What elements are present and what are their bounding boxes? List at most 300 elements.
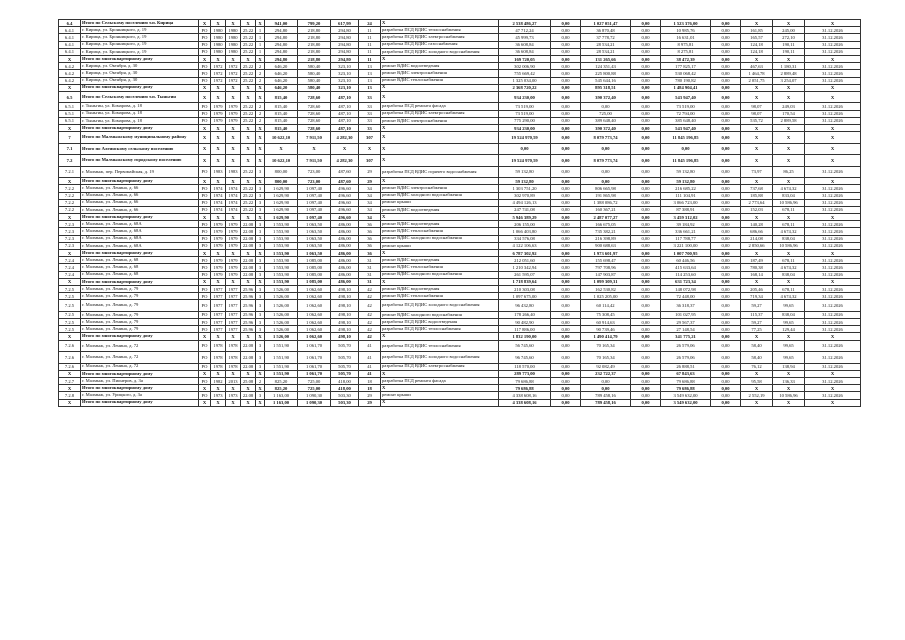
table-cell: РО [199, 377, 211, 384]
table-cell: 0,00 [551, 377, 581, 384]
table-cell: 42 [359, 300, 381, 312]
table-cell: 294,80 [265, 48, 298, 55]
table-cell: X [256, 143, 265, 155]
table-cell: 487,10 [331, 110, 359, 117]
table-cell: 1 210 342,94 [499, 264, 551, 271]
table-cell: 789 458,16 [581, 392, 631, 399]
table-cell: 7.2.8 [59, 392, 81, 399]
table-cell: X [741, 84, 773, 91]
table-cell: 1 553,90 [265, 257, 298, 264]
table-cell: 334 576,08 [499, 235, 551, 242]
table-cell: 0,00 [711, 48, 741, 55]
table-cell: ремонт ВДИС теплоснабжения [381, 77, 499, 84]
table-row [59, 285, 861, 292]
table-cell: 77,25 [741, 326, 773, 333]
table-cell: 136,33 [773, 377, 805, 384]
table-cell: 3 459 312,02 [661, 214, 711, 221]
table-cell: 11 [359, 55, 381, 62]
table-cell: 26 579,06 [661, 340, 711, 352]
table-cell: 755 669,42 [499, 70, 551, 77]
table-cell: X [256, 333, 265, 340]
table-cell: 1 025 205,00 [581, 293, 631, 300]
table-cell: 800,00 [265, 166, 298, 178]
table-cell: 7.2.2 [59, 185, 81, 192]
table-cell: 25.22 [241, 63, 256, 70]
table-row [59, 392, 861, 399]
table-cell: X [199, 385, 211, 392]
table-cell: 7.2 [59, 155, 81, 167]
table-cell: X [59, 178, 81, 185]
table-cell: 728,60 [298, 103, 331, 110]
table-cell: 294,80 [331, 27, 359, 34]
table-cell: 36 870,48 [581, 27, 631, 34]
table-cell: 36 608,84 [499, 48, 551, 55]
table-cell: РО [199, 185, 211, 192]
table-cell: X [805, 214, 861, 221]
table-cell: 31.12.2026 [805, 235, 861, 242]
table-cell: ремонт ВДИС электроснабжения [381, 117, 499, 124]
table-cell: 0,00 [551, 352, 581, 364]
table-cell: 59,27 [741, 319, 773, 326]
table-cell: 0,00 [551, 132, 581, 144]
table-cell: 0,00 [711, 103, 741, 110]
table-cell: 323,10 [331, 77, 359, 84]
table-cell: X [805, 20, 861, 27]
table-cell: ремонт ВДИС водоотведения [381, 257, 499, 264]
table-cell: 1 097,40 [298, 214, 331, 221]
table-cell: X [805, 178, 861, 185]
table-cell: 7.2.4 [59, 257, 81, 264]
table-cell: 289 773,00 [499, 370, 551, 377]
table-cell: 1977 [226, 311, 241, 318]
total-row [59, 91, 861, 103]
table-cell: 0,00 [711, 271, 741, 278]
table-cell: 1980 [226, 27, 241, 34]
table-cell: 0,00 [551, 143, 581, 155]
table-cell: 2 487 077,27 [581, 214, 631, 221]
table-cell: 496,60 [331, 199, 359, 206]
total-row [59, 132, 861, 144]
table-cell: 31.12.2026 [805, 48, 861, 55]
table-cell: 1972 [226, 77, 241, 84]
table-cell: РО [199, 110, 211, 117]
table-cell: Итого по многоквартирному дому [81, 333, 199, 340]
table-cell: 7.2.6 [59, 363, 81, 370]
table-cell: X [211, 20, 226, 27]
table-cell: 1983 [226, 166, 241, 178]
table-cell: 0,00 [711, 178, 741, 185]
table-cell: 1 526,00 [265, 326, 298, 333]
table-cell: РО [199, 192, 211, 199]
table-cell: 178 266,40 [499, 311, 551, 318]
table-cell: X [211, 214, 226, 221]
table-cell: 1 097,40 [298, 199, 331, 206]
table-cell: 302 006,90 [499, 63, 551, 70]
table-cell: 418,00 [331, 377, 359, 384]
table-cell: 42 [359, 285, 381, 292]
table-cell: 1974 [226, 185, 241, 192]
table-cell: 38 472,39 [661, 55, 711, 62]
table-cell: 1979 [226, 264, 241, 271]
table-row [59, 117, 861, 124]
table-cell: 79 686,88 [661, 377, 711, 384]
table-cell: X [381, 155, 499, 167]
table-cell: РО [199, 352, 211, 364]
table-cell: 934 230,00 [499, 91, 551, 103]
table-cell: 1 085,00 [298, 278, 331, 285]
table-cell: 0,00 [581, 377, 631, 384]
table-cell: 0,00 [711, 242, 741, 249]
table-cell: 0,00 [711, 385, 741, 392]
table-cell: 261 595,07 [499, 271, 551, 278]
table-cell: 25.22 [241, 48, 256, 55]
table-cell: г. Малмыж, ул. Ленина, д. 79 [81, 300, 199, 312]
table-cell: 0,00 [711, 352, 741, 364]
table-cell: 1979 [211, 257, 226, 264]
table-cell: X [805, 278, 861, 285]
table-row [59, 363, 861, 370]
table-cell: 487,10 [331, 103, 359, 110]
table-cell: 0,00 [711, 63, 741, 70]
table-cell: 0,00 [631, 399, 661, 406]
table-cell: 2 [256, 117, 265, 124]
table-cell: Итого по многоквартирному дому [81, 399, 199, 406]
table-cell: 90 739,46 [581, 326, 631, 333]
table-cell: 25.08 [241, 377, 256, 384]
table-cell: 1977 [226, 319, 241, 326]
table-cell: X [241, 399, 256, 406]
table-cell: 487,60 [331, 166, 359, 178]
table-cell: 4 282,30 [331, 155, 359, 167]
table-cell: 0,00 [711, 77, 741, 84]
table-cell: г. Малмыж, ул. Ленина, д. 68А [81, 228, 199, 235]
table-row [59, 235, 861, 242]
table-row [59, 300, 861, 312]
table-cell: 0,00 [711, 300, 741, 312]
table-cell: 1979 [226, 242, 241, 249]
table-cell: 1980 [211, 48, 226, 55]
table-cell: 2 [256, 377, 265, 384]
table-cell: 0,00 [581, 178, 631, 185]
table-cell: 0,00 [581, 385, 631, 392]
table-cell: г. Кирица, ул. Октября, д. 30 [81, 70, 199, 77]
table-cell: 124,18 [741, 48, 773, 55]
table-cell: 2 889,58 [773, 117, 805, 124]
table-cell: 16 631,01 [661, 34, 711, 41]
table-cell: 22.08 [241, 340, 256, 352]
table-cell: 825,20 [265, 385, 298, 392]
table-cell: X [211, 178, 226, 185]
table-cell: 6.4.2 [59, 77, 81, 84]
table-cell: 1 [256, 34, 265, 41]
table-cell: X [381, 178, 499, 185]
table-cell: 486,00 [331, 221, 359, 228]
table-cell: 0,00 [631, 235, 661, 242]
table-cell: 1978 [226, 340, 241, 352]
table-cell: 1980 [211, 27, 226, 34]
table-cell: 0,00 [711, 340, 741, 352]
table-cell: 36 318,37 [661, 300, 711, 312]
table-cell: 1978 [211, 352, 226, 364]
table-cell: 0,00 [711, 285, 741, 292]
table-row [59, 257, 861, 264]
table-cell: 1 063,50 [298, 242, 331, 249]
table-cell: 1980 [211, 34, 226, 41]
table-cell: 60 114,42 [581, 300, 631, 312]
table-cell: РО [199, 363, 211, 370]
table-cell: X [199, 143, 211, 155]
table-cell: 0,00 [631, 199, 661, 206]
table-cell: 0,00 [631, 264, 661, 271]
table-cell: 1977 [226, 293, 241, 300]
table-cell: 686,66 [741, 228, 773, 235]
table-cell: 900 688,63 [581, 242, 631, 249]
table-cell: X [773, 91, 805, 103]
table-cell: 11 [359, 41, 381, 48]
total-row [59, 385, 861, 392]
table-cell: 0,00 [581, 103, 631, 110]
table-cell: 58,40 [741, 352, 773, 364]
table-cell: 232 722,37 [581, 370, 631, 377]
table-cell: 1979 [211, 228, 226, 235]
table-cell: X [226, 20, 241, 27]
table-cell: X [226, 385, 241, 392]
table-cell: 1 718 839,64 [499, 278, 551, 285]
table-cell: г. Малмыж, ул. Ленина, д. 68 [81, 257, 199, 264]
table-cell: ремонт крыши [381, 199, 499, 206]
table-cell: 486,00 [331, 228, 359, 235]
table-cell: 0,00 [631, 55, 661, 62]
table-cell: 0,00 [551, 34, 581, 41]
table-cell: разработка ПСД ВДИС холодного водоснабжения [381, 48, 499, 55]
table-cell: 2 773,64 [741, 199, 773, 206]
table-cell: 1977 [211, 300, 226, 312]
table-cell: 1 007 700,95 [661, 250, 711, 257]
table-cell: X [381, 399, 499, 406]
table-cell: 2 051,75 [741, 77, 773, 84]
program-table-document [58, 19, 860, 407]
table-cell: 3 [256, 392, 265, 399]
table-cell: 496,60 [331, 214, 359, 221]
table-cell: разработка ПСД ВДИС электроснабжения [381, 110, 499, 117]
table-cell: 0,00 [551, 399, 581, 406]
table-cell: РО [199, 117, 211, 124]
table-cell: 1979 [211, 117, 226, 124]
table-cell: г. Малмыж, ул. Ленина, д. 68 [81, 271, 199, 278]
table-cell: 25.22 [241, 185, 256, 192]
table-cell: 789 458,16 [581, 399, 631, 406]
table-cell: 3 [256, 192, 265, 199]
table-cell: 3 [256, 264, 265, 271]
table-cell: X [773, 84, 805, 91]
table-row [59, 271, 861, 278]
table-cell: X [199, 214, 211, 221]
table-cell: 503,30 [331, 392, 359, 399]
table-cell: X [211, 124, 226, 131]
table-cell: 31.12.2026 [805, 377, 861, 384]
table-cell: 294,80 [331, 55, 359, 62]
table-cell: 1 163,00 [265, 399, 298, 406]
table-cell: 0,00 [551, 41, 581, 48]
table-cell: 0,00 [631, 293, 661, 300]
table-cell: 19 524 970,59 [499, 132, 551, 144]
table-cell: X [773, 124, 805, 131]
table-cell: X [741, 214, 773, 221]
table-cell: 1 526,00 [265, 319, 298, 326]
table-cell: 0,00 [551, 319, 581, 326]
table-cell: ремонт ВДИС теплоснабжения [381, 264, 499, 271]
table-cell: 1 973 601,97 [581, 250, 631, 257]
table-cell: г. Малмыж, ул. Ленина, д. 72 [81, 340, 199, 352]
table-cell: 7.2.4 [59, 271, 81, 278]
table-cell: 39 184,92 [661, 221, 711, 228]
table-cell: 1 551,90 [265, 370, 298, 377]
table-cell: 3 [256, 235, 265, 242]
table-cell: X [256, 55, 265, 62]
table-cell: X [805, 91, 861, 103]
table-cell: 503,30 [331, 399, 359, 406]
table-cell: 138,94 [773, 363, 805, 370]
table-cell: 336 661,21 [661, 228, 711, 235]
table-row [59, 192, 861, 199]
table-cell: Итого по Малмыжскому муниципальному району [81, 132, 199, 144]
table-cell: 25.96 [241, 326, 256, 333]
table-cell: 249,03 [773, 103, 805, 110]
table-cell: 140,28 [741, 221, 773, 228]
table-cell: X [226, 178, 241, 185]
table-cell: 0,00 [631, 311, 661, 318]
table-cell: 31 [359, 271, 381, 278]
table-cell: 101 027,95 [661, 311, 711, 318]
table-cell: г. Малмыж, ул. Ленина, д. 79 [81, 326, 199, 333]
table-cell: 29 567,37 [661, 319, 711, 326]
table-cell: X [226, 91, 241, 103]
table-cell: X [241, 84, 256, 91]
table-cell: 1 090,30 [298, 399, 331, 406]
table-cell: 73 519,00 [499, 110, 551, 117]
table-cell: 6.4 [59, 20, 81, 27]
table-cell: 177 825,17 [661, 63, 711, 70]
table-cell: РО [199, 300, 211, 312]
table-cell: 36 [359, 250, 381, 257]
table-cell: 0,00 [631, 48, 661, 55]
table-cell: X [773, 214, 805, 221]
table-cell: X [381, 143, 499, 155]
table-cell: X [773, 250, 805, 257]
table-row [59, 377, 861, 384]
table-cell: 36 [359, 235, 381, 242]
table-cell: 34 [359, 214, 381, 221]
table-cell: X [241, 143, 256, 155]
table-cell: ремонт ВДИС водоотведения [381, 285, 499, 292]
table-cell: 25.96 [241, 293, 256, 300]
total-row [59, 155, 861, 167]
table-cell: 86,25 [773, 166, 805, 178]
table-cell: 42 [359, 333, 381, 340]
table-cell: 3 [256, 285, 265, 292]
table-cell: 723,00 [298, 166, 331, 178]
table-cell: X [241, 132, 256, 144]
table-cell: 797 708,96 [581, 264, 631, 271]
table-cell: 42 [359, 293, 381, 300]
table-cell: 25.22 [241, 27, 256, 34]
table-cell: 11 [359, 34, 381, 41]
table-cell: 214,08 [741, 235, 773, 242]
table-cell: X [241, 214, 256, 221]
table-cell: РО [199, 206, 211, 213]
table-cell: 6 787 302,92 [499, 250, 551, 257]
table-cell: 1979 [211, 271, 226, 278]
table-cell: 0,00 [711, 110, 741, 117]
table-cell: 4 282,30 [331, 132, 359, 144]
table-cell: 0,00 [631, 278, 661, 285]
table-cell: г. Кирица, ул. Октября, д. 30 [81, 63, 199, 70]
table-cell: X [741, 55, 773, 62]
table-cell: РО [199, 293, 211, 300]
table-cell: 8 079 773,74 [581, 155, 631, 167]
table-row [59, 228, 861, 235]
table-cell: 31.12.2026 [805, 285, 861, 292]
table-cell: 0,00 [711, 124, 741, 131]
table-cell: X [241, 124, 256, 131]
table-cell: 0,00 [551, 235, 581, 242]
table-cell: 0,00 [711, 228, 741, 235]
table-cell: г. Малмыж, ул. Ленина, д. 72 [81, 363, 199, 370]
table-cell: 486,00 [331, 264, 359, 271]
table-cell: 6.4.1 [59, 27, 81, 34]
table-cell: ремонт ВДИС водоотведения [381, 63, 499, 70]
table-cell: 25.22 [241, 41, 256, 48]
table-cell: 1983 [211, 166, 226, 178]
table-cell: 0,00 [631, 41, 661, 48]
table-cell: 0,00 [551, 103, 581, 110]
table-cell: 0,00 [711, 221, 741, 228]
table-cell: 1980 [226, 41, 241, 48]
table-cell: X [241, 333, 256, 340]
table-body [59, 20, 861, 407]
table-cell: X [256, 370, 265, 377]
table-cell: 0,00 [711, 257, 741, 264]
table-cell: 6.5.1 [59, 103, 81, 110]
table-cell: 90 482,90 [499, 319, 551, 326]
table-cell: 1 551,90 [265, 340, 298, 352]
table-cell: 0,00 [551, 250, 581, 257]
repair-program-table [58, 19, 861, 407]
table-cell: 1 553,90 [265, 264, 298, 271]
table-cell: 7.2.5 [59, 319, 81, 326]
table-cell: 0,00 [631, 84, 661, 91]
table-cell: X [256, 214, 265, 221]
table-cell: 0,00 [631, 333, 661, 340]
table-cell: 1978 [226, 352, 241, 364]
total-row [59, 84, 861, 91]
table-cell: РО [199, 221, 211, 228]
table-cell: X [741, 399, 773, 406]
table-cell: разработка ПСД ВДИС газоснабжения [381, 41, 499, 48]
table-cell: 42 [359, 326, 381, 333]
table-cell: 0,00 [711, 27, 741, 34]
table-cell: 678,11 [773, 257, 805, 264]
table-cell: 0,00 [631, 155, 661, 167]
table-cell: 34 [359, 199, 381, 206]
table-cell: X [226, 124, 241, 131]
table-cell: X [381, 20, 499, 27]
table-cell: 73,97 [741, 166, 773, 178]
table-cell: X [241, 385, 256, 392]
table-cell: X [773, 399, 805, 406]
table-cell: РО [199, 34, 211, 41]
table-cell: 1 097,40 [298, 192, 331, 199]
